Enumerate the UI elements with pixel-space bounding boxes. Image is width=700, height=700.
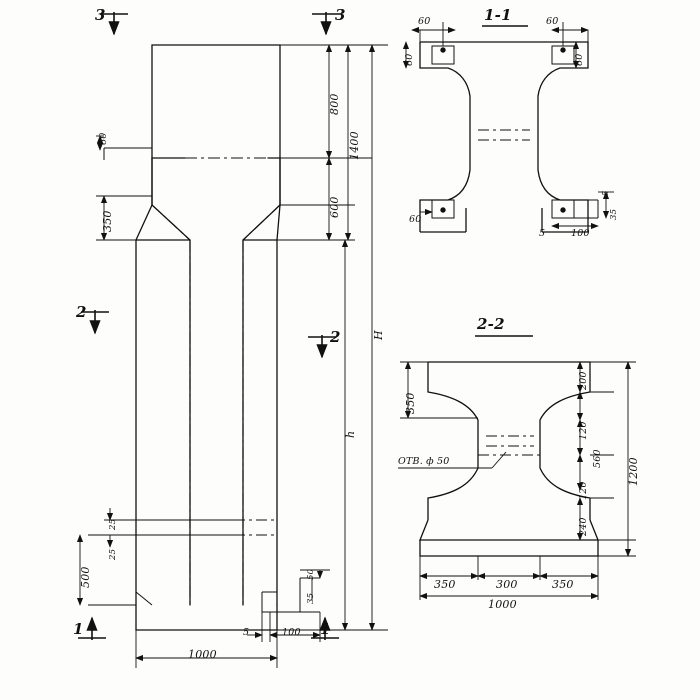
dim-50-seat: 50 [306,568,316,580]
elevation-dimension-lines [80,45,388,668]
s11-dim-60-left-top: 60 [418,16,431,27]
s11-dim-60-right-side: 60 [574,53,585,66]
dim-25-upper: 25 [108,518,118,530]
s22-dim-350-b2: 350 [552,578,574,591]
dim-1000-bottom: 1000 [188,648,217,661]
s11-dim-60-bottom-left: 60 [409,214,422,225]
elevation-view-outline [136,45,280,630]
dim-H: H [372,330,385,340]
s22-dim-200: 200 [578,371,589,390]
s22-dim-1000-b: 1000 [488,598,517,611]
section-1-1-hidden-lines [478,130,530,140]
dim-25-lower: 25 [108,548,118,560]
view-mark-2-left: 2 [76,303,87,321]
s11-dim-5-right: 5 [601,190,611,196]
s22-dim-350-b1: 350 [434,578,456,591]
s11-dim-60-right-top: 60 [546,16,559,27]
s22-dim-240: 240 [578,517,589,536]
view-mark-1-right: 1 [320,620,331,638]
s11-dim-35-right: 35 [609,208,619,220]
s22-dim-350-left: 350 [404,392,417,414]
s11-dim-60-left-side: 60 [404,53,415,66]
dim-60-left: 60 [98,132,109,145]
s22-dim-560: 560 [592,449,603,468]
dim-h: h [344,430,357,438]
s22-dim-300-b: 300 [496,578,518,591]
dim-35-seat: 35 [306,592,316,604]
elevation-hidden-lines [152,158,280,605]
section-2-2-dimension-lines [398,362,636,600]
dim-600: 600 [328,196,341,218]
s22-note-hole: ОТВ. ф 50 [398,456,450,467]
section-1-1-outline [420,42,588,232]
dim-5-bottom: 5 [243,627,250,638]
view-mark-3-left: 3 [95,6,106,24]
s11-dim-100-bottom: 100 [571,228,590,239]
section-cut-markers [78,12,340,640]
section-2-2-hidden-lines [478,436,540,455]
dim-100-bottom: 100 [282,627,301,638]
s22-dim-1200: 1200 [627,457,640,486]
s22-dim-120-bottom: 120 [578,481,589,500]
s11-dim-5-bottom: 5 [539,228,546,239]
elevation-band-hidden [190,520,277,535]
dim-350-left: 350 [101,210,114,232]
dim-800: 800 [328,93,341,115]
section-title-2-2: 2-2 [477,315,505,333]
dim-1400: 1400 [348,131,361,160]
view-mark-2-right: 2 [330,328,341,346]
view-mark-3-right: 3 [335,6,346,24]
section-title-1-1: 1-1 [484,6,512,24]
s22-dim-120-top: 120 [578,421,589,440]
view-mark-1-left: 1 [73,620,84,638]
dim-500-left: 500 [79,566,92,588]
section-title-underlines [475,26,533,336]
